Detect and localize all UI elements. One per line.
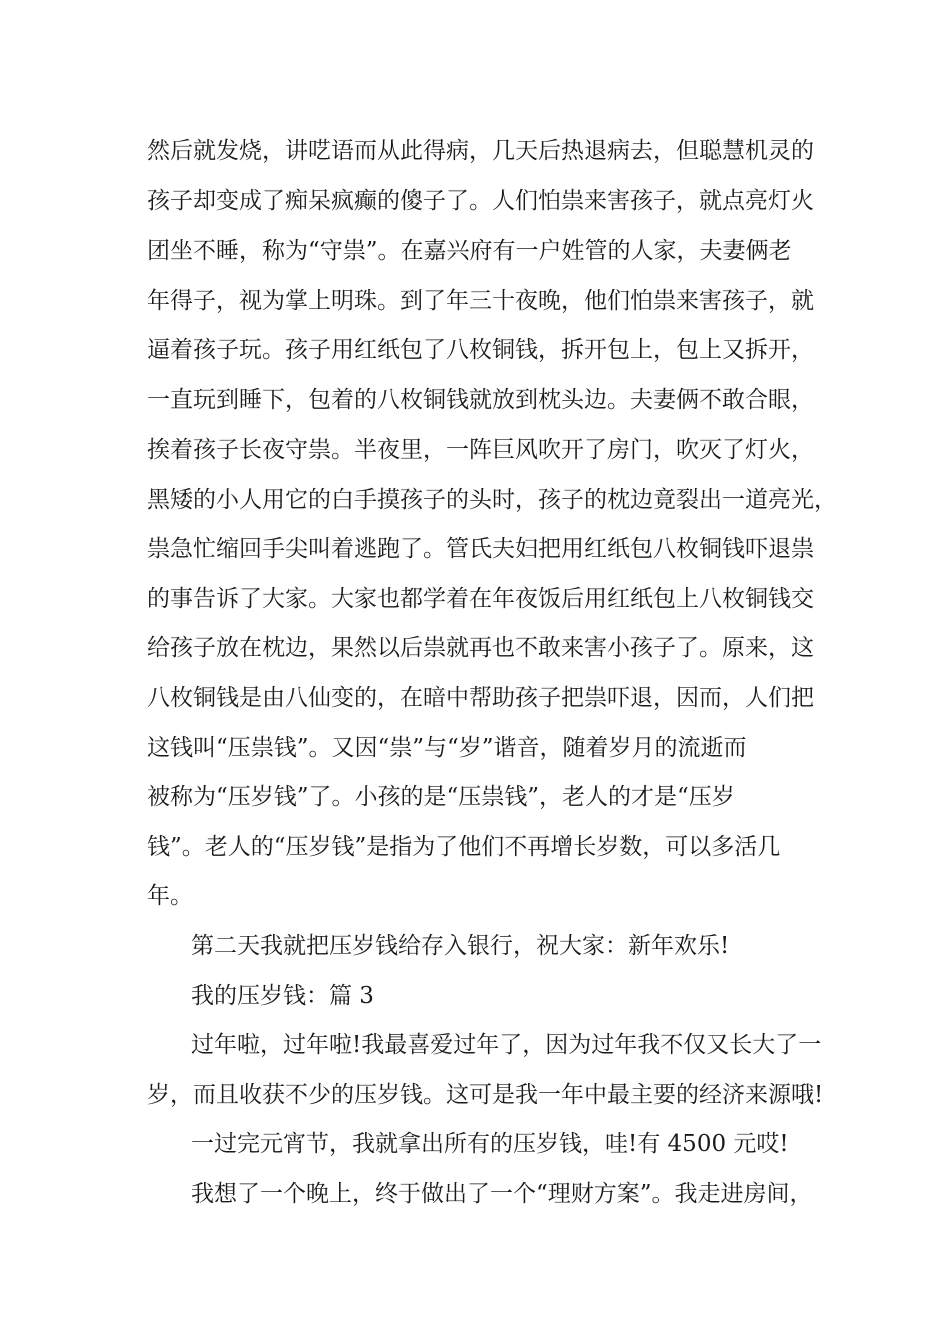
- text-line: 八枚铜钱是由八仙变的，在暗中帮助孩子把祟吓退，因而，人们把: [147, 685, 814, 711]
- paragraph-line: 过年啦，过年啦!我最喜爱过年了，因为过年我不仅又长大了一: [191, 1032, 822, 1058]
- text-line: 年得子，视为掌上明珠。到了年三十夜晚，他们怕祟来害孩子，就: [147, 288, 814, 314]
- text-line: 逼着孩子玩。孩子用红纸包了八枚铜钱，拆开包上，包上又拆开，: [147, 337, 814, 363]
- text-line: 黑矮的小人用它的白手摸孩子的头时，孩子的枕边竟裂出一道亮光，: [147, 487, 837, 513]
- paragraph-line: 第二天我就把压岁钱给存入银行，祝大家：新年欢乐!: [191, 933, 730, 959]
- text-line: 孩子却变成了痴呆疯癫的傻子了。人们怕祟来害孩子，就点亮灯火: [147, 188, 814, 214]
- text-line: 被称为“压岁钱”了。小孩的是“压祟钱”，老人的才是“压岁: [147, 784, 735, 810]
- text-line: 的事告诉了大家。大家也都学着在年夜饭后用红纸包上八枚铜钱交: [147, 586, 814, 612]
- text-line: 给孩子放在枕边，果然以后祟就再也不敢来害小孩子了。原来，这: [147, 635, 814, 661]
- text-line: 然后就发烧，讲呓语而从此得病，几天后热退病去，但聪慧机灵的: [147, 138, 814, 164]
- text-line: 这钱叫“压祟钱”。又因“祟”与“岁”谐音，随着岁月的流逝而: [147, 735, 747, 761]
- text-line: 岁，而且收获不少的压岁钱。这可是我一年中最主要的经济来源哦!: [147, 1082, 824, 1108]
- text-line: 祟急忙缩回手尖叫着逃跑了。管氏夫妇把用红纸包八枚铜钱吓退祟: [147, 536, 814, 562]
- paragraph-line: 我想了一个晚上，终于做出了一个“理财方案”。我走进房间，: [191, 1181, 813, 1207]
- text-line: 钱”。老人的“压岁钱”是指为了他们不再增长岁数，可以多活几: [147, 834, 781, 860]
- section-heading: 我的压岁钱：篇 3: [191, 983, 374, 1009]
- text-line: 挨着孩子长夜守祟。半夜里，一阵巨风吹开了房门，吹灭了灯火，: [147, 437, 814, 463]
- text-line: 团坐不睡，称为“守祟”。在嘉兴府有一户姓管的人家，夫妻俩老: [147, 238, 792, 264]
- paragraph-line: 一过完元宵节，我就拿出所有的压岁钱，哇!有 4500 元哎!: [191, 1131, 789, 1157]
- text-line: 年。: [147, 883, 193, 909]
- text-line: 一直玩到睡下，包着的八枚铜钱就放到枕头边。夫妻俩不敢合眼，: [147, 387, 814, 413]
